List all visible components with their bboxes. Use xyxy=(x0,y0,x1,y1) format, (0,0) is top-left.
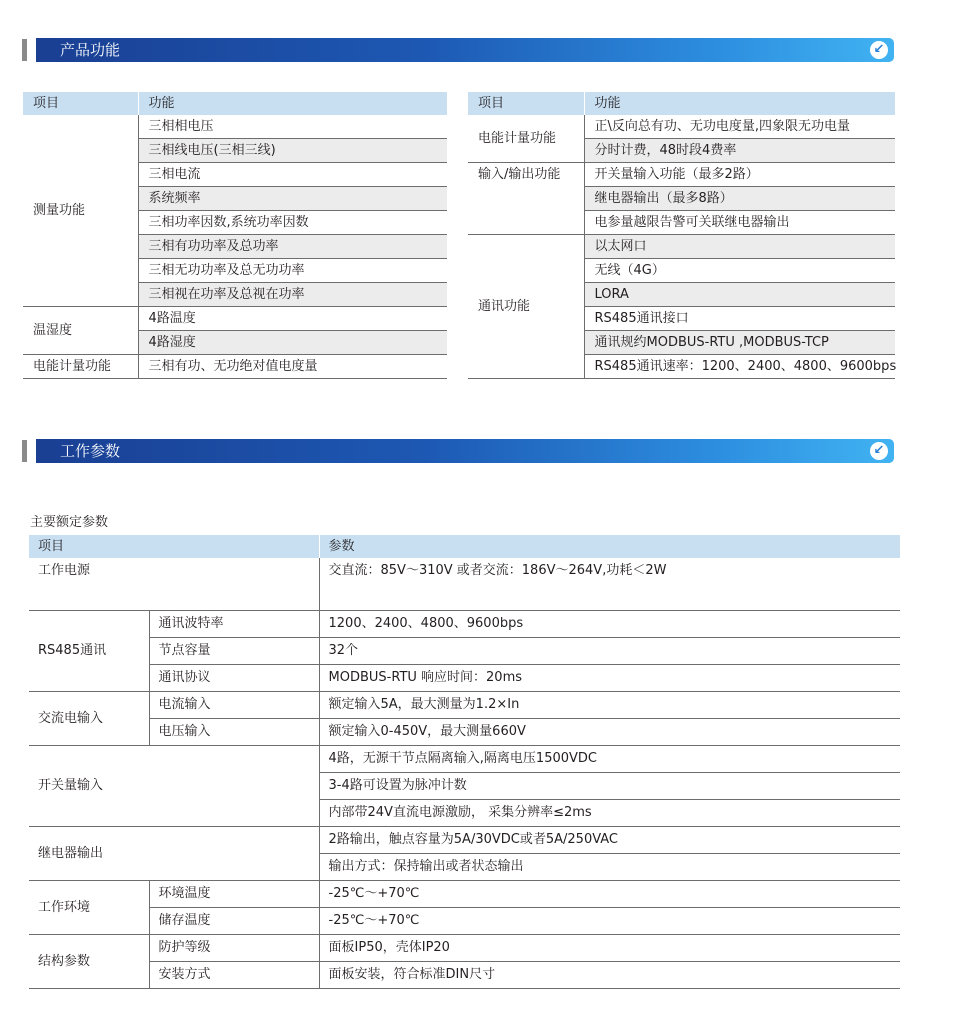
section-header-product-functions xyxy=(22,38,894,62)
param-value: 4路，无源干节点隔离输入,隔离电压1500VDC xyxy=(319,746,900,773)
param-subitem: 储存温度 xyxy=(149,908,319,935)
group-label: 电能计量功能 xyxy=(468,115,584,163)
function-cell: 开关量输入功能（最多2路） xyxy=(584,163,895,187)
group-label: 温湿度 xyxy=(23,307,138,355)
param-subitem: 环境温度 xyxy=(149,881,319,908)
param-value: 3-4路可设置为脉冲计数 xyxy=(319,773,900,800)
function-cell: 三相功率因数,系统功率因数 xyxy=(138,211,447,235)
arrow-down-left-icon: ↙ xyxy=(870,442,888,460)
param-value: 内部带24V直流电源激励， 采集分辨率≤2ms xyxy=(319,800,900,827)
function-cell: 通讯规约MODBUS-RTU ,MODBUS-TCP xyxy=(584,331,895,355)
function-cell: 正\反向总有功、无功电度量,四象限无功电量 xyxy=(584,115,895,139)
param-value: -25℃～+70℃ xyxy=(319,908,900,935)
param-value: 面板安装，符合标准DIN尺寸 xyxy=(319,962,900,989)
function-cell: 分时计费，48时段4费率 xyxy=(584,139,895,163)
param-label: 工作电源 xyxy=(29,558,319,611)
header-cell: 功能 xyxy=(584,92,895,115)
param-value: 输出方式：保持输出或者状态输出 xyxy=(319,854,900,881)
section-header-working-params xyxy=(22,439,894,463)
param-label: 开关量输入 xyxy=(29,746,319,827)
header-cell: 项目 xyxy=(23,92,138,115)
group-label: 测量功能 xyxy=(23,115,138,307)
param-subitem: 通讯波特率 xyxy=(149,611,319,638)
header-cell: 功能 xyxy=(138,92,447,115)
function-cell: 三相有功、无功绝对值电度量 xyxy=(138,355,447,379)
param-label: 继电器输出 xyxy=(29,827,319,881)
function-cell: RS485通讯速率：1200、2400、4800、9600bps xyxy=(584,355,895,379)
param-value: 面板IP50，壳体IP20 xyxy=(319,935,900,962)
function-cell: 三相视在功率及总视在功率 xyxy=(138,283,447,307)
param-label: 结构参数 xyxy=(29,935,149,989)
param-value: MODBUS-RTU 响应时间：20ms xyxy=(319,665,900,692)
param-subitem: 安装方式 xyxy=(149,962,319,989)
function-cell: 三相电流 xyxy=(138,163,447,187)
function-cell: RS485通讯接口 xyxy=(584,307,895,331)
rated-params-table xyxy=(29,535,900,989)
function-cell: 系统频率 xyxy=(138,187,447,211)
param-value: 额定输入5A，最大测量为1.2×In xyxy=(319,692,900,719)
section-bar xyxy=(36,439,894,463)
param-subitem: 电流输入 xyxy=(149,692,319,719)
group-label: 电能计量功能 xyxy=(23,355,138,379)
param-label: 交流电输入 xyxy=(29,692,149,746)
param-subitem: 节点容量 xyxy=(149,638,319,665)
param-value: 1200、2400、4800、9600bps xyxy=(319,611,900,638)
header-cell: 参数 xyxy=(319,535,900,558)
param-value: 交直流：85V～310V 或者交流：186V～264V,功耗＜2W xyxy=(319,558,900,611)
function-cell: 4路温度 xyxy=(138,307,447,331)
section-title: 产品功能 xyxy=(60,41,121,59)
section-bar xyxy=(36,38,894,62)
function-cell: 4路湿度 xyxy=(138,331,447,355)
param-label: 工作环境 xyxy=(29,881,149,935)
function-cell: 三相无功功率及总无功功率 xyxy=(138,259,447,283)
param-value: -25℃～+70℃ xyxy=(319,881,900,908)
product-function-table-left xyxy=(23,92,447,379)
header-cell: 项目 xyxy=(468,92,584,115)
param-subitem: 防护等级 xyxy=(149,935,319,962)
section-title: 工作参数 xyxy=(60,442,121,460)
arrow-down-left-icon: ↙ xyxy=(870,41,888,59)
function-cell: 无线（4G） xyxy=(584,259,895,283)
param-subitem: 电压输入 xyxy=(149,719,319,746)
function-cell: LORA xyxy=(584,283,895,307)
function-cell: 三相相电压 xyxy=(138,115,447,139)
product-function-table-right xyxy=(468,92,895,379)
param-value: 2路输出，触点容量为5A/30VDC或者5A/250VAC xyxy=(319,827,900,854)
section-marker xyxy=(22,39,27,61)
function-cell: 继电器输出（最多8路） xyxy=(584,187,895,211)
param-subitem: 通讯协议 xyxy=(149,665,319,692)
param-label: RS485通讯 xyxy=(29,611,149,692)
function-cell: 三相线电压(三相三线) xyxy=(138,139,447,163)
param-value: 32个 xyxy=(319,638,900,665)
params-subtitle: 主要额定参数 xyxy=(30,515,109,530)
param-value: 额定输入0-450V，最大测量660V xyxy=(319,719,900,746)
function-cell: 电参量越限告警可关联继电器输出 xyxy=(584,211,895,235)
function-cell: 以太网口 xyxy=(584,235,895,259)
function-cell: 三相有功功率及总功率 xyxy=(138,235,447,259)
group-label: 通讯功能 xyxy=(468,235,584,379)
section-marker xyxy=(22,440,27,462)
group-label: 输入/输出功能 xyxy=(468,163,584,235)
header-cell: 项目 xyxy=(29,535,319,558)
